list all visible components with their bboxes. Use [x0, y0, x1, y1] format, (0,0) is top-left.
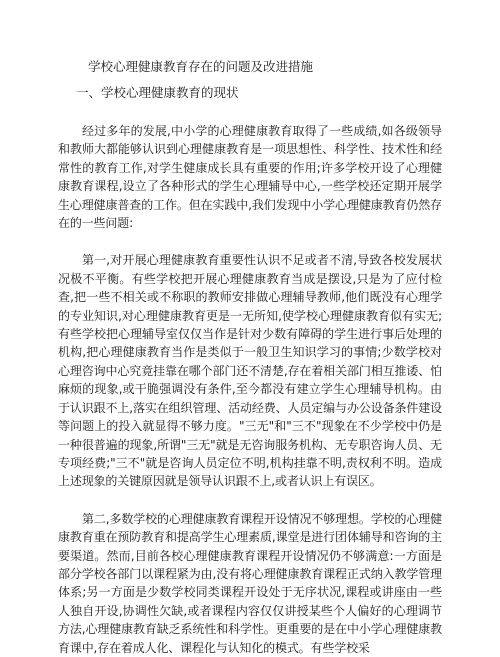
paragraph-3: 第二,多数学校的心理健康教育课程开设情况不够理想。学校的心理健康教育重在预防教育和提高学生心理素质,课堂是进行团体辅导和咨询的主要渠道。然而,目前各校心理健康教育课程开设情况仍不够满意:一方面是部分学校各部门以课程紧为由,没有将心理健康教育课程正式纳入教学管理体系;另一方面是少数学校同类课程开设处于无序状况,课程或讲座由一些人独自开设,协调性欠缺,或者课程内容仅仅讲授某些个人偏好的心理调节方法,心理健康教育缺乏系统性和科学性。更重要的是在中小学心理健康教育课中,存在着成人化、课程化与认知化的模式。有些学校采 — [58, 511, 442, 655]
paragraph-2: 第一,对开展心理健康教育重要性认识不足或者不清,导致各校发展状况极不平衡。有些学校把开展心理健康教育当成是摆设,只是为了应付检查,把一些不相关或不称职的教师安排做心理辅导教师,他们既没有心理学的专业知识,对心理健康教育更是一无所知,使学校心理健康教育似有实无;有些学校把心理辅导室仅仅当作是针对少数有障碍的学生进行事后处理的机构,把心理健康教育当作是类似于一般卫生知识学习的事情;少数学校对心理咨询中心究竟挂靠在哪个部门还不清楚,存在着相关部门相互推诿、怕麻烦的现象,或干脆强调没有条件,至今都没有建立学生心理辅导机构。由于认识跟不上,落实在组织管理、活动经费、人员定编与办公设备条件建设等问题上的投入就显得不够力度。"三无"和"三不"现象在不少学校中仍是一种很普遍的现象,所谓"三无"就是无咨询服务机构、无专职咨询人员、无专项经费;"三不"就是咨询人员定位不明,机构挂靠不明,责权利不明。造成上述现象的关键原因就是领导认识跟不上,或者认识上有误区。 — [58, 253, 442, 489]
paragraph-1: 经过多年的发展,中小学的心理健康教育取得了一些成绩,如各级领导和教师大都能够认识到心理健康教育是一项思想性、科学性、技术性和经常性的教育工作,对学生健康成长具有重要的作用;许多学校开设了心理健康教育课程,设立了各种形式的学生心理辅导中心,一些学校还定期开展学生心理健康普查的工作。但在实践中,我们发现中小学心理健康教育仍然存在的一些问题: — [58, 124, 442, 231]
document-title: 学校心理健康教育存在的问题及改进措施 — [88, 59, 314, 74]
section-heading: 一、学校心理健康教育的现状 — [76, 85, 239, 100]
